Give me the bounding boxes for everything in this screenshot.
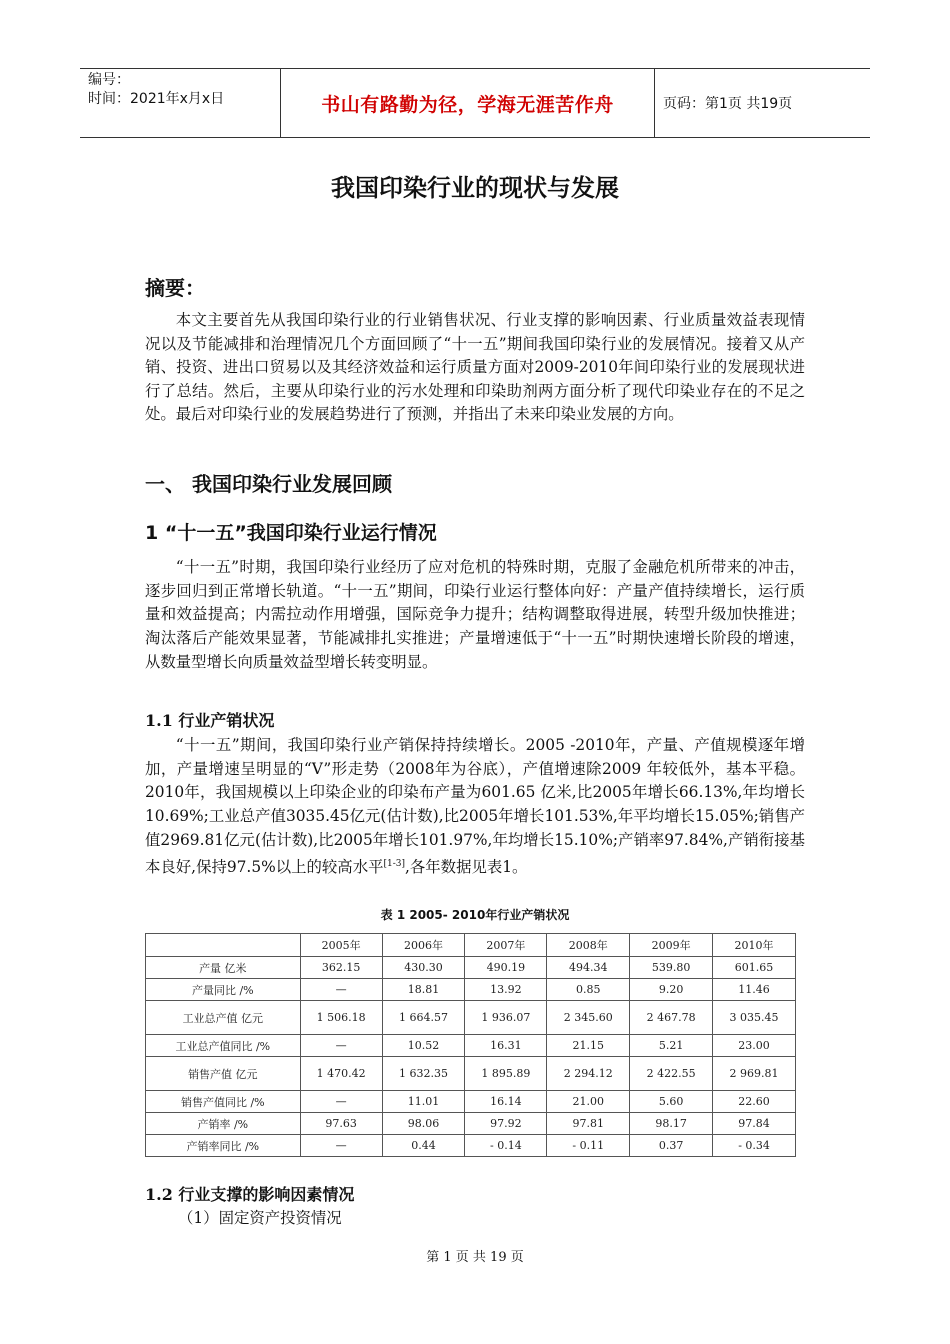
table-cell: 2 345.60 [547, 1001, 630, 1035]
page-footer: 第 1 页 共 19 页 [426, 1250, 524, 1265]
table-cell: 11.01 [382, 1091, 465, 1113]
table-cell: 490.19 [465, 957, 547, 979]
table-row [146, 1091, 796, 1113]
table-cell: 0.37 [630, 1135, 713, 1157]
table-row [146, 1001, 796, 1035]
table-cell: 98.17 [630, 1113, 713, 1135]
table-header-row [146, 934, 796, 957]
table-cell: 2 422.55 [630, 1057, 713, 1091]
row-label: 产销率 /% [146, 1113, 301, 1135]
subsection-1-1-heading: 1.1 行业产销状况 [145, 711, 275, 730]
table-cell: 21.15 [547, 1035, 630, 1057]
table-cell: 2 467.78 [630, 1001, 713, 1035]
table-cell: 1 936.07 [465, 1001, 547, 1035]
header-motto: 书山有路勤为径，学海无涯苦作舟 [280, 69, 655, 137]
table-cell: 1 506.18 [300, 1001, 382, 1035]
table-cell: 2 969.81 [713, 1057, 796, 1091]
table-cell: 0.85 [547, 979, 630, 1001]
row-label: 销售产值 亿元 [146, 1057, 301, 1091]
table-cell: 494.34 [547, 957, 630, 979]
row-label: 产量 亿米 [146, 957, 301, 979]
row-label: 产销率同比 /% [146, 1135, 301, 1157]
table-cell: — [300, 1135, 382, 1157]
header-meta [80, 69, 280, 137]
table-row [146, 1113, 796, 1135]
table-cell: - 0.14 [465, 1135, 547, 1157]
code-label: 编号： [88, 72, 130, 88]
year-header: 2005年 [300, 934, 382, 957]
row-label: 工业总产值同比 /% [146, 1035, 301, 1057]
year-header: 2006年 [382, 934, 465, 957]
subsection-1-2-heading: 1.2 行业支撑的影响因素情况 [145, 1185, 355, 1204]
year-header: 2007年 [465, 934, 547, 957]
table-row [146, 1135, 796, 1157]
table-cell: 2 294.12 [547, 1057, 630, 1091]
table-cell: 98.06 [382, 1113, 465, 1135]
date-label: 时间：2021年x月x日 [88, 91, 225, 107]
abstract-text: 本文主要首先从我国印染行业的行业销售状况、行业支撑的影响因素、行业质量效益表现情况以及节能减排和治理情况几个方面回顾了“十一五”期间我国印染行业的发展情况。接着又从产销、投资、进出口贸易以及其经济效益和运行质量方面对2009-2010年间印染行业的发展现状进行了总结。然后，主要从印染行业的污水处理和印染助剂两方面分析了现代印染业存在的不足之处。最后对印染行业的发展趋势进行了预测，并指出了未来印染业发展的方向。 [145, 311, 805, 423]
table-cell: — [300, 979, 382, 1001]
table-cell: 1 895.89 [465, 1057, 547, 1091]
table-cell: 97.84 [713, 1113, 796, 1135]
table-cell: 23.00 [713, 1035, 796, 1057]
table-cell: 430.30 [382, 957, 465, 979]
table-cell: - 0.11 [547, 1135, 630, 1157]
table-cell: — [300, 1035, 382, 1057]
table-cell: 97.81 [547, 1113, 630, 1135]
table-cell: 9.20 [630, 979, 713, 1001]
table-cell: 0.44 [382, 1135, 465, 1157]
table-cell: 3 035.45 [713, 1001, 796, 1035]
table-caption: 表 1 2005- 2010年行业产销状况 [380, 908, 570, 922]
abstract-heading: 摘要： [145, 276, 205, 300]
table-cell: 362.15 [300, 957, 382, 979]
page-header [80, 68, 870, 138]
table-cell: 1 632.35 [382, 1057, 465, 1091]
production-sales-table [145, 933, 796, 1157]
table-cell: 1 664.57 [382, 1001, 465, 1035]
header-page-info: 页码：第1页 共19页 [663, 96, 793, 112]
subsection-text: “十一五”时期，我国印染行业经历了应对危机的特殊时期，克服了金融危机所带来的冲击，逐步回归到正常增长轨道。“十一五”期间，印染行业运行整体向好：产量产值持续增长，运行质量和效益提高；内需拉动作用增强，国际竞争力提升；结构调整取得进展，转型升级加快推进；淘汰落后产能效果显著，节能减排扎实推进；产量增速低于“十一五”时期快速增长阶段的增速，从数量型增长向质量效益型增长转变明显。 [145, 558, 805, 671]
year-header: 2010年 [713, 934, 796, 957]
table-row [146, 979, 796, 1001]
year-header: 2009年 [630, 934, 713, 957]
row-label: 产量同比 /% [146, 979, 301, 1001]
section-heading: 一、 我国印染行业发展回顾 [145, 472, 392, 496]
table-cell: 97.63 [300, 1113, 382, 1135]
table-cell: 16.31 [465, 1035, 547, 1057]
table-cell: 21.00 [547, 1091, 630, 1113]
table-cell: 11.46 [713, 979, 796, 1001]
reference-mark: [1-3] [383, 858, 405, 869]
table-cell: 1 470.42 [300, 1057, 382, 1091]
subsection-1-2-item: （1）固定资产投资情况 [178, 1209, 342, 1227]
year-header: 2008年 [547, 934, 630, 957]
subsection-1-1-text [145, 734, 805, 879]
table-cell: 5.60 [630, 1091, 713, 1113]
row-label: 销售产值同比 /% [146, 1091, 301, 1113]
row-label: 工业总产值 亿元 [146, 1001, 301, 1035]
table-row [146, 957, 796, 979]
table-cell: 18.81 [382, 979, 465, 1001]
table-cell: 5.21 [630, 1035, 713, 1057]
subsection-1-1-tail: ,各年数据见表1。 [405, 857, 528, 876]
table-cell: 601.65 [713, 957, 796, 979]
table-cell: 16.14 [465, 1091, 547, 1113]
table-cell: 539.80 [630, 957, 713, 979]
table-cell: 22.60 [713, 1091, 796, 1113]
table-row [146, 1057, 796, 1091]
table-cell: - 0.34 [713, 1135, 796, 1157]
subsection-heading: 1 “十一五”我国印染行业运行情况 [145, 522, 437, 544]
table-row [146, 1035, 796, 1057]
subsection-1-1-body: “十一五”期间，我国印染行业产销保持持续增长。2005 -2010年，产量、产值规模逐年增加，产量增速呈明显的“V”形走势（2008年为谷底），产值增速除2009 年较低外，基本平稳。2010年，我国规模以上印染企业的印染布产量为601.65 亿米,比2005年增长66.13%,年均增长10.69%;工业总产值3035.45亿元(估计数),比2005年增长101.53%,年平均增长15.05%;销售产值2969.81亿元(估计数),比2005年增长101.97%,年均增长15.10%;产销率97.84%,产销衔接基本良好,保持97.5%以上的较高水平 [145, 736, 805, 876]
table-corner-cell [146, 934, 301, 957]
table-cell: 13.92 [465, 979, 547, 1001]
table-cell: 10.52 [382, 1035, 465, 1057]
table-cell: — [300, 1091, 382, 1113]
document-title: 我国印染行业的现状与发展 [331, 174, 619, 202]
table-cell: 97.92 [465, 1113, 547, 1135]
